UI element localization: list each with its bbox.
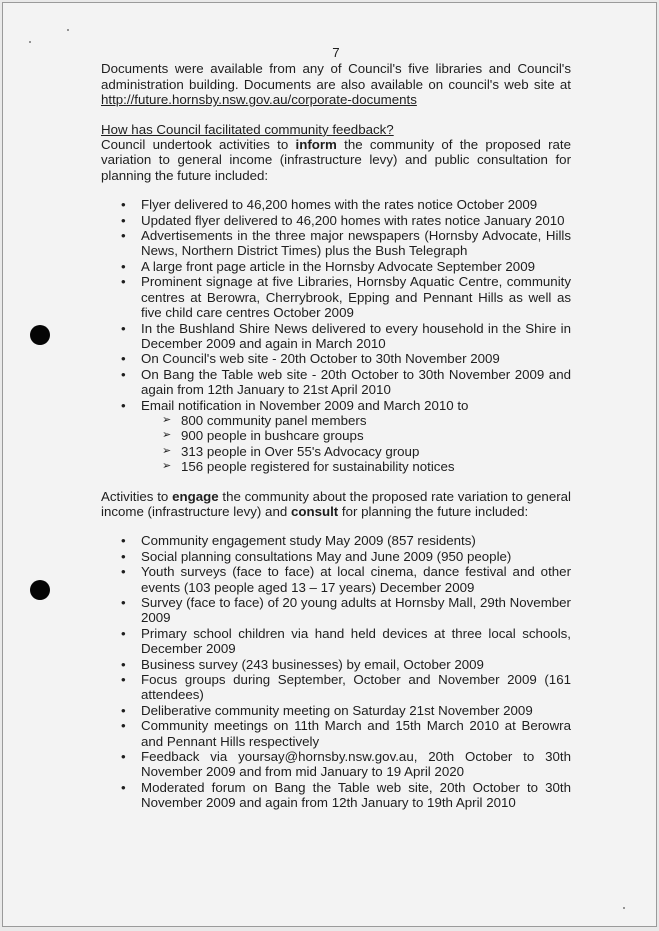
document-body bbox=[101, 45, 571, 811]
inform-lead-paragraph bbox=[101, 137, 571, 183]
list-item: • Advertisements in the three major newspapers (Hornsby Advocate, Hills News, Northern District Times) plus the Bush Telegraph bbox=[141, 228, 571, 259]
engage-activities-list bbox=[101, 533, 571, 810]
sub-list-item: ➢ 313 people in Over 55's Advocacy group bbox=[181, 444, 571, 459]
list-item: • Social planning consultations May and June 2009 (950 people) bbox=[141, 549, 571, 564]
corporate-documents-link[interactable]: http://future.hornsby.nsw.gov.au/corporate-documents bbox=[101, 92, 417, 108]
email-notification-text: Email notification in November 2009 and March 2010 to bbox=[141, 397, 469, 413]
feedback-heading: How has Council facilitated community feedback? bbox=[101, 121, 394, 137]
email-recipients-list bbox=[141, 413, 571, 475]
inform-lead-post: the community of the proposed rate variation to general income (infrastructure levy) and public consultation for planning the future included: bbox=[101, 137, 572, 183]
punch-hole bbox=[30, 325, 50, 345]
sub-list-item: ➢ 900 people in bushcare groups bbox=[181, 428, 571, 443]
scan-speck bbox=[29, 41, 31, 43]
list-item: • Moderated forum on Bang the Table web site, 20th October to 30th November 2009 and again from 12th January to 19th April 2010 bbox=[141, 780, 571, 811]
intro-text: Documents were available from any of Council's five libraries and Council's administration building. Documents are also available on council's web site at bbox=[101, 61, 571, 92]
list-item: • Prominent signage at five Libraries, Hornsby Aquatic Centre, community centres at Berowra, Cherrybrook, Epping and Pennant Hills as well as five child care centres October 2009 bbox=[141, 274, 571, 320]
engage-keyword: engage bbox=[172, 488, 219, 504]
list-item: • Feedback via yoursay@hornsby.nsw.gov.au, 20th October to 30th November 2009 and from mid January to 19 April 2020 bbox=[141, 749, 571, 780]
sub-list-item: ➢ 800 community panel members bbox=[181, 413, 571, 428]
list-item: • A large front page article in the Hornsby Advocate September 2009 bbox=[141, 259, 571, 274]
list-item: • Community engagement study May 2009 (857 residents) bbox=[141, 533, 571, 548]
engage-lead-pre: Activities to bbox=[101, 488, 173, 504]
inform-lead-pre: Council undertook activities to bbox=[101, 137, 296, 153]
list-item: • Youth surveys (face to face) at local cinema, dance festival and other events (103 people aged 13 – 17 years) December 2009 bbox=[141, 564, 571, 595]
scan-speck bbox=[67, 29, 69, 31]
list-item: • Community meetings on 11th March and 15th March 2010 at Berowra and Pennant Hills respectively bbox=[141, 718, 571, 749]
list-item: • Business survey (243 businesses) by email, October 2009 bbox=[141, 657, 571, 672]
engage-lead-paragraph bbox=[101, 489, 571, 520]
list-item: • Focus groups during September, October and November 2009 (161 attendees) bbox=[141, 672, 571, 703]
page-number: 7 bbox=[332, 45, 340, 60]
list-item: • Flyer delivered to 46,200 homes with the rates notice October 2009 bbox=[141, 197, 571, 212]
consult-keyword: consult bbox=[290, 503, 339, 519]
list-item: • Survey (face to face) of 20 young adults at Hornsby Mall, 29th November 2009 bbox=[141, 595, 571, 626]
list-item: • On Bang the Table web site - 20th October to 30th November 2009 and again from 12th January to 21st April 2010 bbox=[141, 367, 571, 398]
intro-paragraph bbox=[101, 61, 571, 107]
engage-lead-post: for planning the future included: bbox=[338, 503, 529, 519]
document-page bbox=[2, 2, 657, 927]
list-item: • Deliberative community meeting on Saturday 21st November 2009 bbox=[141, 703, 571, 718]
sub-list-item: ➢ 156 people registered for sustainability notices bbox=[181, 459, 571, 474]
list-item: • In the Bushland Shire News delivered to every household in the Shire in December 2009 and again in March 2010 bbox=[141, 321, 571, 352]
inform-activities-list bbox=[101, 197, 571, 474]
list-item: • Updated flyer delivered to 46,200 homes with rates notice January 2010 bbox=[141, 213, 571, 228]
punch-hole bbox=[30, 580, 50, 600]
list-item bbox=[141, 398, 571, 475]
list-item: • On Council's web site - 20th October to 30th November 2009 bbox=[141, 351, 571, 366]
engage-lead-mid: the community about the proposed rate variation to general income (infrastructure levy) and bbox=[101, 488, 571, 519]
inform-keyword: inform bbox=[295, 137, 337, 153]
scan-speck bbox=[623, 907, 625, 909]
list-item: • Primary school children via hand held devices at three local schools, December 2009 bbox=[141, 626, 571, 657]
